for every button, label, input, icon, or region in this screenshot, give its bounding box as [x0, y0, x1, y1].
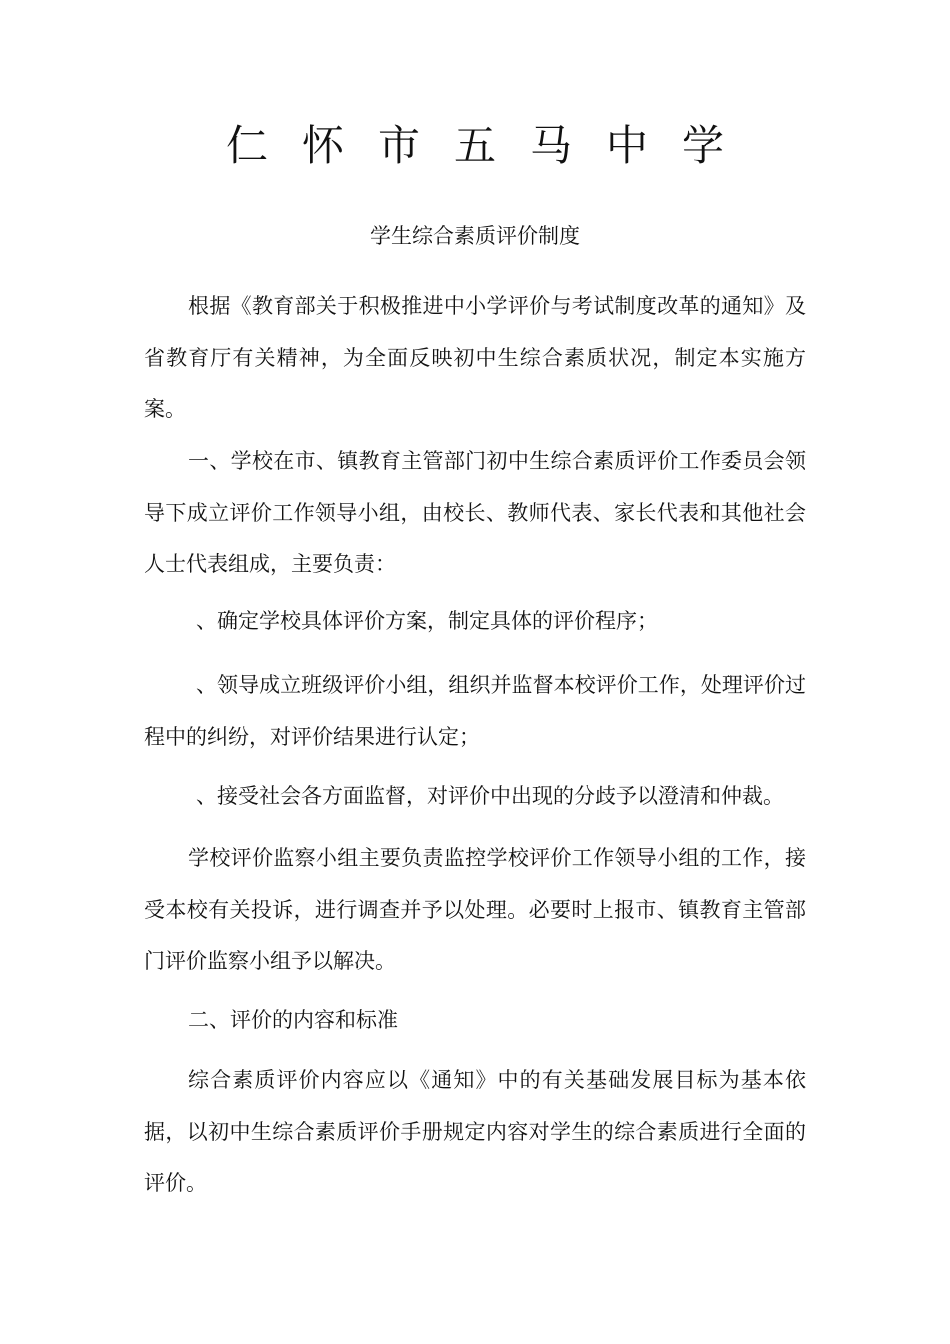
- section-two-heading: 二、评价的内容和标准: [188, 1008, 398, 1032]
- content-standard-paragraph: 综合素质评价内容应以《通知》中的有关基础发展目标为基本依据，以初中生综合素质评价手册规定内容对学生的综合素质进行全面的评价。: [144, 1068, 806, 1195]
- school-title: 仁怀市五马中学: [225, 121, 758, 170]
- duty-item-2: 、领导成立班级评价小组，组织并监督本校评价工作，处理评价过程中的纠纷，对评价结果进行认定；: [144, 673, 806, 749]
- document-subtitle: 学生综合素质评价制度: [370, 224, 580, 248]
- duty-item-3: 、接受社会各方面监督，对评价中出现的分歧予以澄清和仲裁。: [196, 784, 784, 808]
- supervision-paragraph: 学校评价监察小组主要负责监控学校评价工作领导小组的工作，接受本校有关投诉，进行调查并予以处理。必要时上报市、镇教育主管部门评价监察小组予以解决。: [144, 846, 806, 973]
- duty-item-1: 、确定学校具体评价方案，制定具体的评价程序；: [196, 609, 658, 633]
- section-one-paragraph: 一、学校在市、镇教育主管部门初中生综合素质评价工作委员会领导下成立评价工作领导小组，由校长、教师代表、家长代表和其他社会人士代表组成，主要负责：: [144, 449, 806, 576]
- intro-paragraph: 根据《教育部关于积极推进中小学评价与考试制度改革的通知》及省教育厅有关精神，为全面反映初中生综合素质状况，制定本实施方案。: [144, 294, 806, 421]
